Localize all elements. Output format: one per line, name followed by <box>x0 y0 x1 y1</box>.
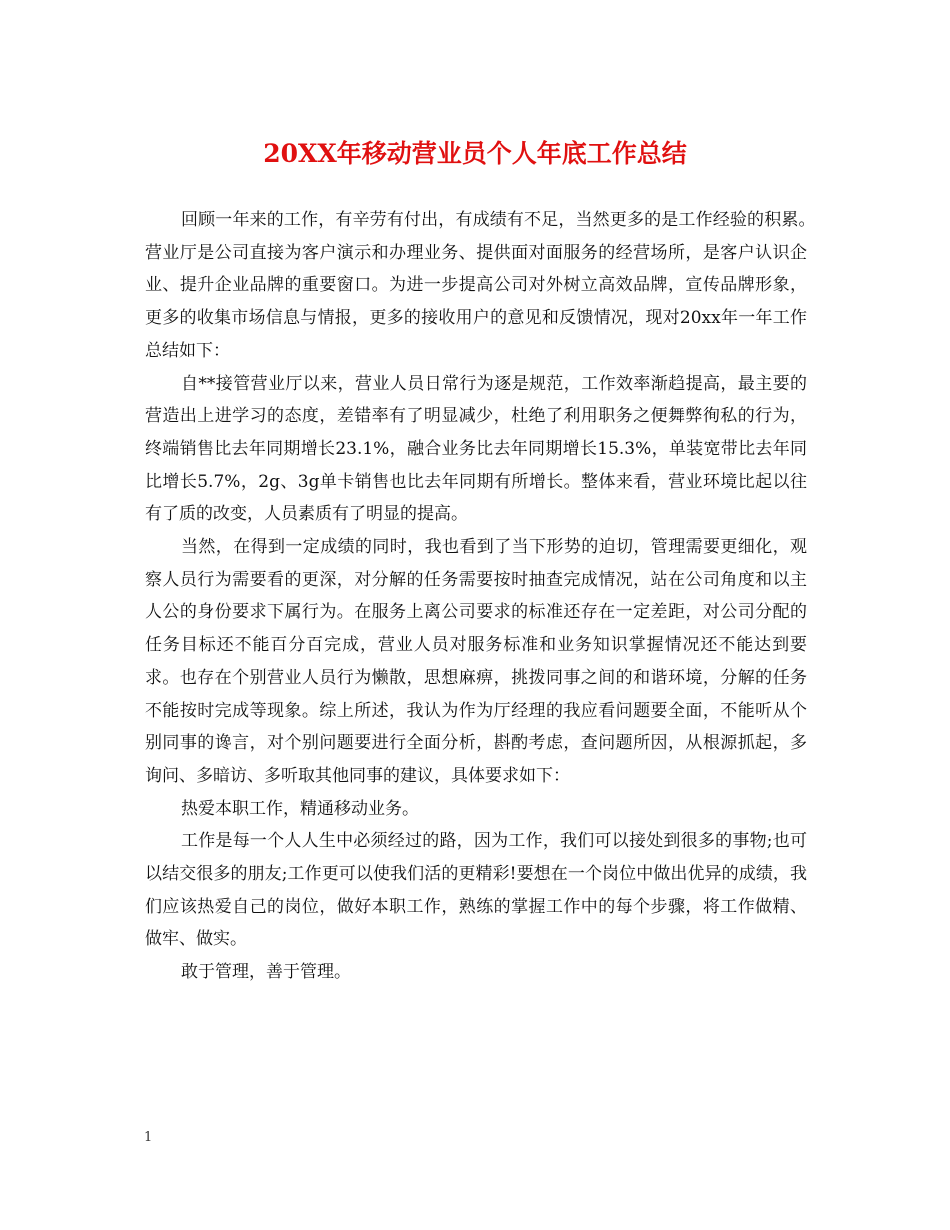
paragraph-heading-love-work: 热爱本职工作，精通移动业务。 <box>181 798 419 819</box>
page-number: 1 <box>144 1130 153 1145</box>
paragraph-work-meaning: 工作是每一个人人生中必须经过的路，因为工作，我们可以接处到很多的事物;也可以结交很多的朋友;工作更可以使我们活的更精彩!要想在一个岗位中做出优异的成绩，我们应该热爱自己的岗位，做好本职工作，熟练的掌握工作中的每个步骤，将工作做精、做牢、做实。 <box>145 831 807 950</box>
paragraph-intro: 回顾一年来的工作，有辛劳有付出，有成绩有不足，当然更多的是工作经验的积累。 营业厅是公司直接为客户演示和办理业务、提供面对面服务的经营场所，是客户认识企业、提升企业品牌的重要窗口。为进一步提高公司对外树立高效品牌，宣传品牌形象，更多的收集市场信息与情报，更多的接收用户的意见和反馈情况，现对20xx年一年工作总结如下： <box>145 210 824 361</box>
document-body <box>145 204 824 989</box>
paragraph-achievements: 自**接管营业厅以来，营业人员日常行为逐是规范，工作效率渐趋提高，最主要的营造出上进学习的态度，差错率有了明显减少，杜绝了利用职务之便舞弊徇私的行为，终端销售比去年同期增长23.1%，融合业务比去年同期增长15.3%，单装宽带比去年同比增长5.7%，2g、3g单卡销售也比去年同期有所增长。整体来看，营业环境比起以往有了质的改变，人员素质有了明显的提高。 <box>145 373 807 525</box>
document-title: 20XX年移动营业员个人年底工作总结 <box>263 139 687 168</box>
paragraph-heading-management: 敢于管理，善于管理。 <box>181 962 351 983</box>
paragraph-problems: 当然，在得到一定成绩的同时，我也看到了当下形势的迫切，管理需要更细化，观察人员行为需要看的更深，对分解的任务需要按时抽查完成情况，站在公司角度和以主人公的身份要求下属行为。在服务上离公司要求的标准还存在一定差距，对公司分配的任务目标还不能百分百完成，营业人员对服务标准和业务知识掌握情况还不能达到要求。也存在个别营业人员行为懒散，思想麻痹，挑拨同事之间的和谐环境，分解的任务不能按时完成等现象。综上所述，我认为作为厅经理的我应看问题要全面，不能听从个别同事的谗言，对个别问题要进行全面分析，斟酌考虑，查问题所因，从根源抓起，多询问、多暗访、多听取其他同事的建议，具体要求如下： <box>145 537 807 786</box>
